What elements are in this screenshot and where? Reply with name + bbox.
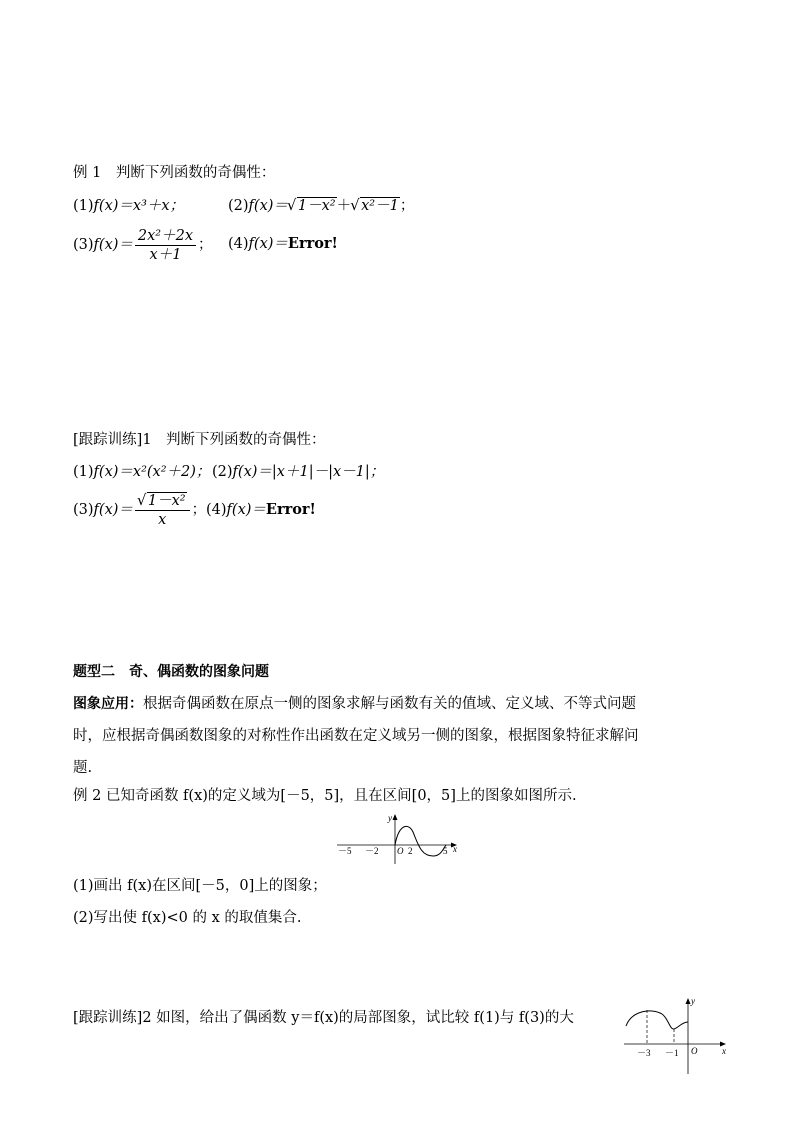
example1-part4 [228,234,338,254]
tick-label: 2 [408,846,413,856]
error-text: Error! [287,235,338,252]
error-text: Error! [265,501,316,518]
example1-part2 [228,196,414,216]
example2-text: 例 2 已知奇函数 f(x)的定义域为[－5，5]，且在区间[0，5]上的图象如图所示. [73,788,577,804]
y-axis-label: y [388,813,392,823]
tick-label: 5 [443,846,448,856]
section2-heading: 题型二 奇、偶函数的图象问题 [73,664,269,680]
example2-question2: (2)写出使 f(x)<0 的 x 的取值集合. [73,910,302,926]
section2-paragraph-line1 [73,694,636,714]
practice1-part3 [73,488,206,532]
function-lhs: f(x)＝ [93,237,133,253]
example1-part1 [73,196,184,216]
practice1-part4 [206,500,316,520]
function-curve [626,1011,688,1029]
part-label: (1) [73,198,94,214]
section2-paragraph-line2: 时，应根据奇偶函数图象的对称性作出函数在定义域另一侧的图象，根据图象特征求解问 [73,728,639,744]
sqrt-term-1 [288,196,337,216]
tick-label: －1 [665,1048,679,1058]
function-lhs: f(x)＝ [248,198,288,214]
origin-label: O [397,846,404,856]
part-label: (3) [73,502,94,518]
part-label: (3) [73,237,94,253]
paragraph-text: 根据奇偶函数在原点一侧的图象求解与函数有关的值域、定义域、不等式问题 [143,696,636,712]
application-label: 图象应用： [73,696,143,712]
tick-label: －3 [637,1048,651,1058]
part-label: (4) [206,502,227,518]
tick-label: －5 [338,846,352,856]
x-axis-label: x [722,1046,726,1056]
plus-sign: ＋ [336,198,352,214]
part-label: (1) [73,464,94,480]
numerator: 2x²＋2x [135,227,196,246]
practice2-graph [622,992,734,1076]
practice1-title: [跟踪训练]1 判断下列函数的奇偶性： [73,432,326,448]
example2-graph [335,812,460,867]
function-lhs: f(x)＝ [93,464,133,480]
practice1-part2 [212,462,384,482]
sqrt-term-2 [351,196,400,216]
part-label: (2) [212,464,233,480]
part-label: (4) [228,236,249,252]
function-lhs: f(x)＝ [248,236,288,252]
numerator [135,492,190,511]
function-lhs: f(x)＝ [93,502,133,518]
function-rhs: |x＋1|－|x－1|； [271,464,385,480]
fraction [135,227,196,264]
function-rhs: x³＋x； [132,198,185,214]
y-axis-label: y [691,996,695,1006]
function-rhs: x²(x²＋2)； [132,464,211,480]
semicolon: ； [198,237,213,253]
denominator: x＋1 [149,246,182,263]
fraction [135,492,190,529]
denominator: x [158,511,167,528]
practice2-text: [跟踪训练]2 如图，给出了偶函数 y＝f(x)的局部图象，试比较 f(1)与 f(3)的大 [73,1010,574,1026]
semicolon: ； [191,502,207,518]
semicolon: ； [399,198,415,214]
example2-question1: (1)画出 f(x)在区间[－5，0]上的图象； [73,878,327,894]
radicand: 1－x² [297,198,336,214]
example1-title: 例 1 判断下列函数的奇偶性： [73,165,276,181]
radicand: 1－x² [147,492,186,509]
y-axis-arrow [393,814,398,820]
function-lhs: f(x)＝ [226,502,266,518]
function-lhs: f(x)＝ [93,198,133,214]
function-lhs: f(x)＝ [232,464,272,480]
sqrt-term [138,492,187,510]
x-axis-label: x [453,844,457,854]
part-label: (2) [228,198,249,214]
radicand: x²－1 [361,198,399,214]
origin-label: O [691,1046,698,1056]
example1-part3 [73,224,213,266]
tick-label: －2 [365,846,379,856]
practice1-part1 [73,462,210,482]
y-axis-arrow [686,998,691,1004]
section2-paragraph-line3: 题. [73,760,93,776]
